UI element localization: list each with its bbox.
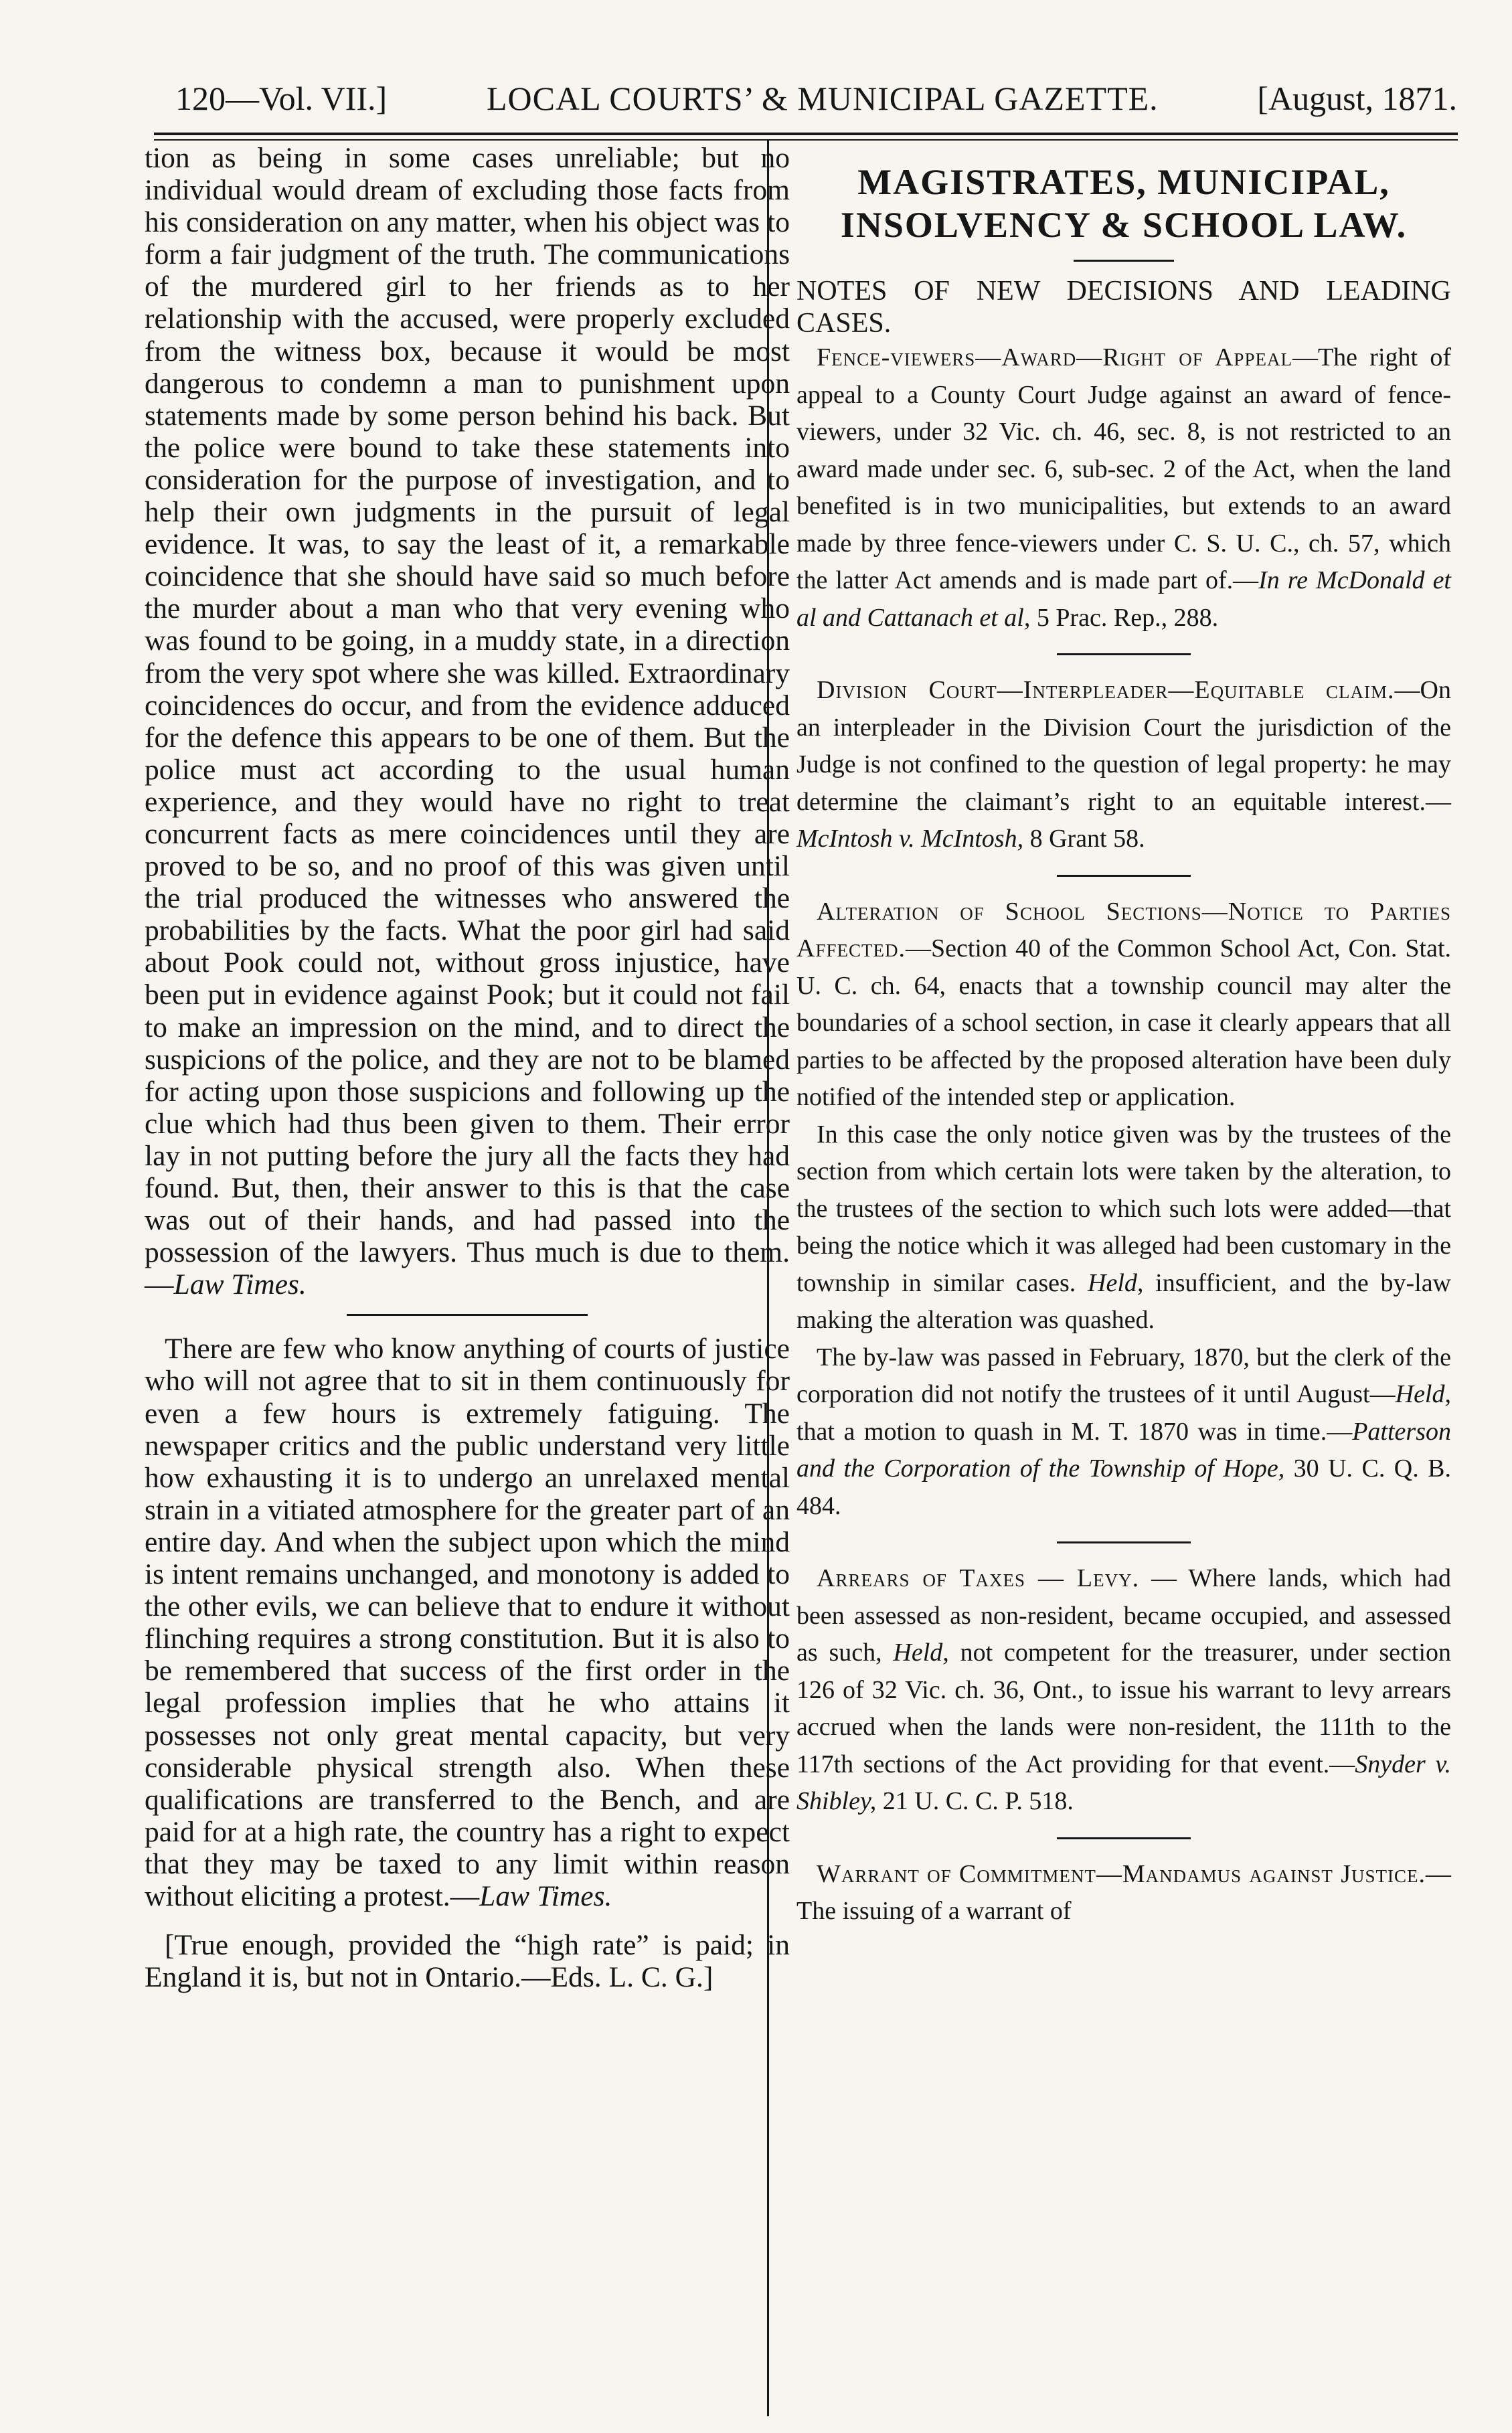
editors-note: [True enough, provided the “high rate” is paid; in England it is, but not in Ontario.—Eds. L. C. G.] <box>145 1929 790 1994</box>
page-volume: 120—Vol. VII.] <box>175 80 388 117</box>
divider <box>1057 1837 1191 1839</box>
case-paragraph: In this case the only notice given was by the trustees of the section from which certain lots were taken by the alteration, to the trustees of the section to which such lots were added—that being the notice which it was alleged had been customary in the township in similar cases. Held, insufficient, and the by-law making the alteration was quashed. <box>796 1120 1451 1334</box>
header-rule <box>154 133 1458 135</box>
citation: Law Times. <box>173 1268 307 1301</box>
case-paragraph: The by-law was passed in February, 1870, but the clerk of the corporation did not notify the trustees of it until August—Held, that a motion to quash in M. T. 1870 was in time.—Patterson and the Corporation of the Township of Hope, 30 U. C. Q. B. 484. <box>796 1343 1451 1520</box>
case-heading: Alteration of School Sections—Notice to Parties Affected. <box>796 897 1451 962</box>
divider <box>1057 1541 1191 1543</box>
case-citation: Patterson and the Corporation of the Township of Hope, <box>796 1417 1451 1483</box>
article-paragraph: There are few who know anything of courts of justice who will not agree that to sit in them continuously for even a few hours is extremely fatiguing. The newspaper critics and the public understand very little how exhausting it is to undergo an unrelaxed mental strain in a vitiated atmosphere for the greater part of an entire day. And when the subject upon which the mind is intent remains unchanged, and monotony is added to the other evils, we can believe that to endure it without flinching requires a strong constitution. But it is also to be remembered that success of the first order in the legal profession implies that he who attains it possesses not only great mental capacity, but very considerable physical strength also. When these qualifications are transferred to the Bench, and are paid for at a high rate, the country has a right to expect that they may be taxed to any limit within reason without eliciting a protest.—Law Times. <box>145 1333 790 1912</box>
case-heading: Warrant of Commitment—Mandamus against Justice. <box>817 1859 1426 1888</box>
case-note: Alteration of School Sections—Notice to Parties Affected.—Section 40 of the Common School Act, Con. Stat. U. C. ch. 64, enacts that a township council may alter the boundaries of a school section, in case it clearly appears that all parties to be affected by the proposed alteration have been duly notified of the intended step or application. <box>796 897 1451 1111</box>
divider <box>1057 653 1191 655</box>
article-paragraph: tion as being in some cases unreliable; but no individual would dream of excluding those facts from his consideration on any matter, when his object was to form a fair judgment of the truth. The communications of the murdered girl to her friends as to her relationship with the accused, were properly excluded from the witness box, because it would be most dangerous to condemn a man to punishment upon statements made by some person behind his back. But the police were bound to take these statements into consideration for the purpose of investigation, and to help their own judgments in the pursuit of legal evidence. It was, to say the least of it, a remarkable coincidence that she should have said so much before the murder about a man who that very evening who was found to be going, in a muddy state, in a direction from the very spot where she was killed. Extraordinary coincidences do occur, and from the evidence adduced for the defence this appears to be one of them. But the police must act according to the usual human experience, and they would have no right to treat concurrent facts as mere coincidences until they are proved to be so, and no proof of this was given until the trial produced the witnesses who answered the probabilities by the facts. What the poor girl had said about Pook could not, without gross injustice, have been put in evidence against Pook; but it could not fail to make an impression on the mind, and to direct the suspicions of the police, and they are not to be blamed for acting upon those suspicions and following up the clue which had thus been given to them. Their error lay in not putting before the jury all the facts they had found. But, then, their answer to this is that the case was out of their hands, and had passed into the possession of the lawyers. Thus much is due to them.—Law Times. <box>145 142 790 1301</box>
section-subtitle: NOTES OF NEW DECISIONS AND LEADING CASES. <box>796 276 1451 339</box>
divider <box>347 1314 588 1316</box>
issue-date: [August, 1871. <box>1257 80 1457 117</box>
running-header <box>175 79 1457 133</box>
case-heading: Arrears of Taxes — Levy. <box>817 1564 1140 1592</box>
case-note: Fence-viewers—Award—Right of Appeal—The right of appeal to a County Court Judge against an award of fence-viewers, under 32 Vic. ch. 46, sec. 8, is not restricted to an award made under sec. 6, sub-sec. 2 of the Act, when the land benefited is in two municipalities, but extends to an award made by three fence-viewers under C. S. U. C., ch. 57, which the latter Act amends and is made part of.—In re McDonald et al and Cattanach et al, 5 Prac. Rep., 288. <box>796 343 1451 632</box>
citation: Law Times. <box>479 1879 612 1912</box>
section-title: MAGISTRATES, MUNICIPAL, INSOLVENCY & SCHOOL LAW. <box>840 162 1408 245</box>
divider <box>1074 260 1174 262</box>
header-rule-thin <box>154 139 1458 141</box>
case-heading: Fence-viewers—Award—Right of Appeal <box>817 343 1292 371</box>
left-column <box>145 142 790 1993</box>
case-citation: In re McDonald et al and Cattanach et al, <box>796 566 1451 632</box>
journal-title: LOCAL COURTS’ & MUNICIPAL GAZETTE. <box>487 80 1159 117</box>
case-note: Arrears of Taxes — Levy. — Where lands, which had been assessed as non-resident, became occupied, and assessed as such, Held, not competent for the treasurer, under section 126 of 32 Vic. ch. 36, Ont., to issue his warrant to levy arrears accrued when the lands were non-resident, the 111th to the 117th sections of the Act providing for that event.—Snyder v. Shibley, 21 U. C. C. P. 518. <box>796 1564 1452 1815</box>
case-citation: McIntosh v. McIntosh, <box>796 825 1024 853</box>
case-note: Warrant of Commitment—Mandamus against Justice.—The issuing of a warrant of <box>796 1859 1451 1925</box>
right-column <box>796 142 1451 1930</box>
case-heading: Division Court—Interpleader—Equitable claim. <box>817 676 1395 704</box>
case-note: Division Court—Interpleader—Equitable claim.—On an interpleader in the Division Court the jurisdiction of the Judge is not confined to the question of legal property: he may determine the claimant’s right to an equitable interest.—McIntosh v. McIntosh, 8 Grant 58. <box>796 676 1451 853</box>
divider <box>1057 875 1191 877</box>
case-citation: Snyder v. Shibley, <box>796 1750 1451 1815</box>
